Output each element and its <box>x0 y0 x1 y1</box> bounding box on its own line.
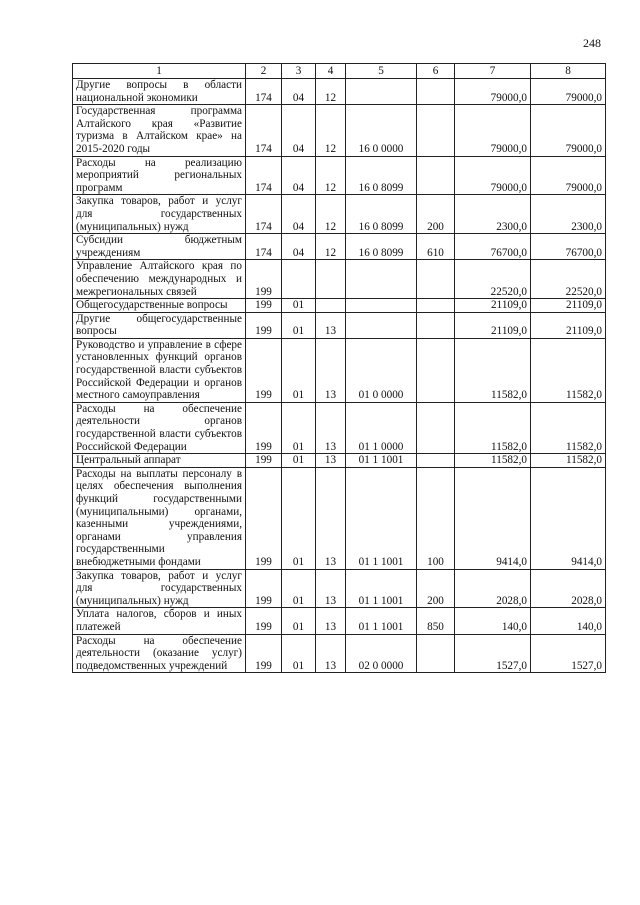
section-code: 01 <box>282 299 316 313</box>
item-name: Расходы на обеспечение деятельности (оказание услуг) подведомственных учреждений <box>73 634 246 673</box>
section-code: 01 <box>282 569 316 608</box>
amount-approved: 76700,0 <box>531 234 606 260</box>
section-code: 04 <box>282 195 316 234</box>
amount-approved: 140,0 <box>531 608 606 634</box>
table-row <box>73 569 606 608</box>
item-name: Закупка товаров, работ и услуг для государственных (муниципальных) нужд <box>73 195 246 234</box>
target-article-code: 01 1 1001 <box>346 454 417 468</box>
target-article-code <box>346 299 417 313</box>
section-code <box>282 260 316 299</box>
table-row <box>73 402 606 453</box>
amount-planned: 11582,0 <box>455 402 531 453</box>
ministry-code: 199 <box>246 569 282 608</box>
table-row <box>73 234 606 260</box>
item-name: Субсидии бюджетным учреждениям <box>73 234 246 260</box>
target-article-code <box>346 312 417 338</box>
table-row <box>73 454 606 468</box>
expense-type-code <box>417 338 455 402</box>
expense-type-code: 610 <box>417 234 455 260</box>
expense-type-code <box>417 79 455 105</box>
amount-approved: 79000,0 <box>531 156 606 195</box>
subsection-code: 13 <box>316 338 346 402</box>
item-name: Расходы на обеспечение деятельности органов государственной власти субъектов Российской Федерации <box>73 402 246 453</box>
table-row <box>73 338 606 402</box>
item-name: Уплата налогов, сборов и иных платежей <box>73 608 246 634</box>
item-name: Другие общегосударственные вопросы <box>73 312 246 338</box>
column-header: 7 <box>455 64 531 79</box>
expense-type-code: 100 <box>417 467 455 569</box>
subsection-code: 12 <box>316 156 346 195</box>
amount-planned: 2028,0 <box>455 569 531 608</box>
subsection-code: 12 <box>316 234 346 260</box>
ministry-code: 199 <box>246 312 282 338</box>
table-row <box>73 608 606 634</box>
column-header: 1 <box>73 64 246 79</box>
item-name: Другие вопросы в области национальной экономики <box>73 79 246 105</box>
subsection-code: 13 <box>316 402 346 453</box>
column-header: 2 <box>246 64 282 79</box>
item-name: Закупка товаров, работ и услуг для государственных (муниципальных) нужд <box>73 569 246 608</box>
table-row <box>73 312 606 338</box>
amount-approved: 11582,0 <box>531 454 606 468</box>
header-row <box>73 64 606 79</box>
section-code: 01 <box>282 467 316 569</box>
expense-type-code <box>417 156 455 195</box>
table-row <box>73 260 606 299</box>
amount-approved: 21109,0 <box>531 299 606 313</box>
amount-approved: 9414,0 <box>531 467 606 569</box>
expense-type-code: 200 <box>417 195 455 234</box>
subsection-code: 12 <box>316 105 346 156</box>
amount-planned: 11582,0 <box>455 454 531 468</box>
section-code: 04 <box>282 105 316 156</box>
amount-approved: 79000,0 <box>531 105 606 156</box>
table-row <box>73 156 606 195</box>
section-code: 01 <box>282 312 316 338</box>
amount-planned: 1527,0 <box>455 634 531 673</box>
column-header: 8 <box>531 64 606 79</box>
table-row <box>73 105 606 156</box>
amount-approved: 22520,0 <box>531 260 606 299</box>
amount-approved: 79000,0 <box>531 79 606 105</box>
subsection-code <box>316 299 346 313</box>
amount-approved: 11582,0 <box>531 402 606 453</box>
expense-type-code <box>417 634 455 673</box>
subsection-code: 13 <box>316 312 346 338</box>
subsection-code: 13 <box>316 467 346 569</box>
table-body <box>73 79 606 673</box>
expense-type-code <box>417 299 455 313</box>
column-header: 3 <box>282 64 316 79</box>
amount-planned: 2300,0 <box>455 195 531 234</box>
section-code: 01 <box>282 338 316 402</box>
item-name: Руководство и управление в сфере установленных функций органов государственной власти субъектов Российской Федерации и органов местного самоуправления <box>73 338 246 402</box>
ministry-code: 174 <box>246 105 282 156</box>
ministry-code: 174 <box>246 195 282 234</box>
amount-planned: 79000,0 <box>455 156 531 195</box>
page-number: 248 <box>583 36 601 50</box>
expense-type-code <box>417 105 455 156</box>
item-name: Управление Алтайского края по обеспечению международных и межрегиональных связей <box>73 260 246 299</box>
subsection-code <box>316 260 346 299</box>
ministry-code: 174 <box>246 79 282 105</box>
ministry-code: 199 <box>246 608 282 634</box>
table-row <box>73 79 606 105</box>
budget-table <box>72 63 606 673</box>
item-name: Расходы на реализацию мероприятий региональных программ <box>73 156 246 195</box>
expense-type-code <box>417 454 455 468</box>
column-header: 6 <box>417 64 455 79</box>
ministry-code: 199 <box>246 454 282 468</box>
table-row <box>73 634 606 673</box>
table-row <box>73 467 606 569</box>
target-article-code: 16 0 8099 <box>346 234 417 260</box>
amount-planned: 9414,0 <box>455 467 531 569</box>
item-name: Общегосударственные вопросы <box>73 299 246 313</box>
target-article-code: 16 0 8099 <box>346 195 417 234</box>
expense-type-code <box>417 260 455 299</box>
item-name: Расходы на выплаты персоналу в целях обеспечения выполнения функций государственными (муниципальными) органами, казенными учреждениями, органами управления государственными внебюджетными фондами <box>73 467 246 569</box>
amount-approved: 2028,0 <box>531 569 606 608</box>
section-code: 01 <box>282 608 316 634</box>
amount-planned: 21109,0 <box>455 299 531 313</box>
amount-approved: 21109,0 <box>531 312 606 338</box>
subsection-code: 13 <box>316 608 346 634</box>
ministry-code: 199 <box>246 467 282 569</box>
amount-planned: 11582,0 <box>455 338 531 402</box>
target-article-code: 02 0 0000 <box>346 634 417 673</box>
subsection-code: 12 <box>316 195 346 234</box>
target-article-code: 01 0 0000 <box>346 338 417 402</box>
subsection-code: 13 <box>316 454 346 468</box>
amount-approved: 2300,0 <box>531 195 606 234</box>
target-article-code: 01 1 1001 <box>346 569 417 608</box>
amount-planned: 79000,0 <box>455 105 531 156</box>
section-code: 01 <box>282 454 316 468</box>
ministry-code: 199 <box>246 299 282 313</box>
target-article-code: 16 0 8099 <box>346 156 417 195</box>
ministry-code: 199 <box>246 402 282 453</box>
target-article-code: 01 1 1001 <box>346 467 417 569</box>
amount-planned: 140,0 <box>455 608 531 634</box>
section-code: 04 <box>282 156 316 195</box>
amount-approved: 11582,0 <box>531 338 606 402</box>
subsection-code: 13 <box>316 634 346 673</box>
amount-planned: 76700,0 <box>455 234 531 260</box>
target-article-code <box>346 260 417 299</box>
item-name: Центральный аппарат <box>73 454 246 468</box>
expense-type-code: 200 <box>417 569 455 608</box>
column-header: 5 <box>346 64 417 79</box>
section-code: 04 <box>282 79 316 105</box>
column-header: 4 <box>316 64 346 79</box>
subsection-code: 13 <box>316 569 346 608</box>
ministry-code: 174 <box>246 156 282 195</box>
amount-planned: 22520,0 <box>455 260 531 299</box>
item-name: Государственная программа Алтайского края «Развитие туризма в Алтайском крае» на 2015-2020 годы <box>73 105 246 156</box>
ministry-code: 199 <box>246 338 282 402</box>
section-code: 01 <box>282 634 316 673</box>
table-row <box>73 195 606 234</box>
amount-planned: 79000,0 <box>455 79 531 105</box>
section-code: 01 <box>282 402 316 453</box>
ministry-code: 199 <box>246 260 282 299</box>
subsection-code: 12 <box>316 79 346 105</box>
table-row <box>73 299 606 313</box>
expense-type-code <box>417 312 455 338</box>
target-article-code <box>346 79 417 105</box>
ministry-code: 174 <box>246 234 282 260</box>
amount-planned: 21109,0 <box>455 312 531 338</box>
target-article-code: 16 0 0000 <box>346 105 417 156</box>
ministry-code: 199 <box>246 634 282 673</box>
section-code: 04 <box>282 234 316 260</box>
target-article-code: 01 1 1001 <box>346 608 417 634</box>
expense-type-code: 850 <box>417 608 455 634</box>
amount-approved: 1527,0 <box>531 634 606 673</box>
expense-type-code <box>417 402 455 453</box>
target-article-code: 01 1 0000 <box>346 402 417 453</box>
